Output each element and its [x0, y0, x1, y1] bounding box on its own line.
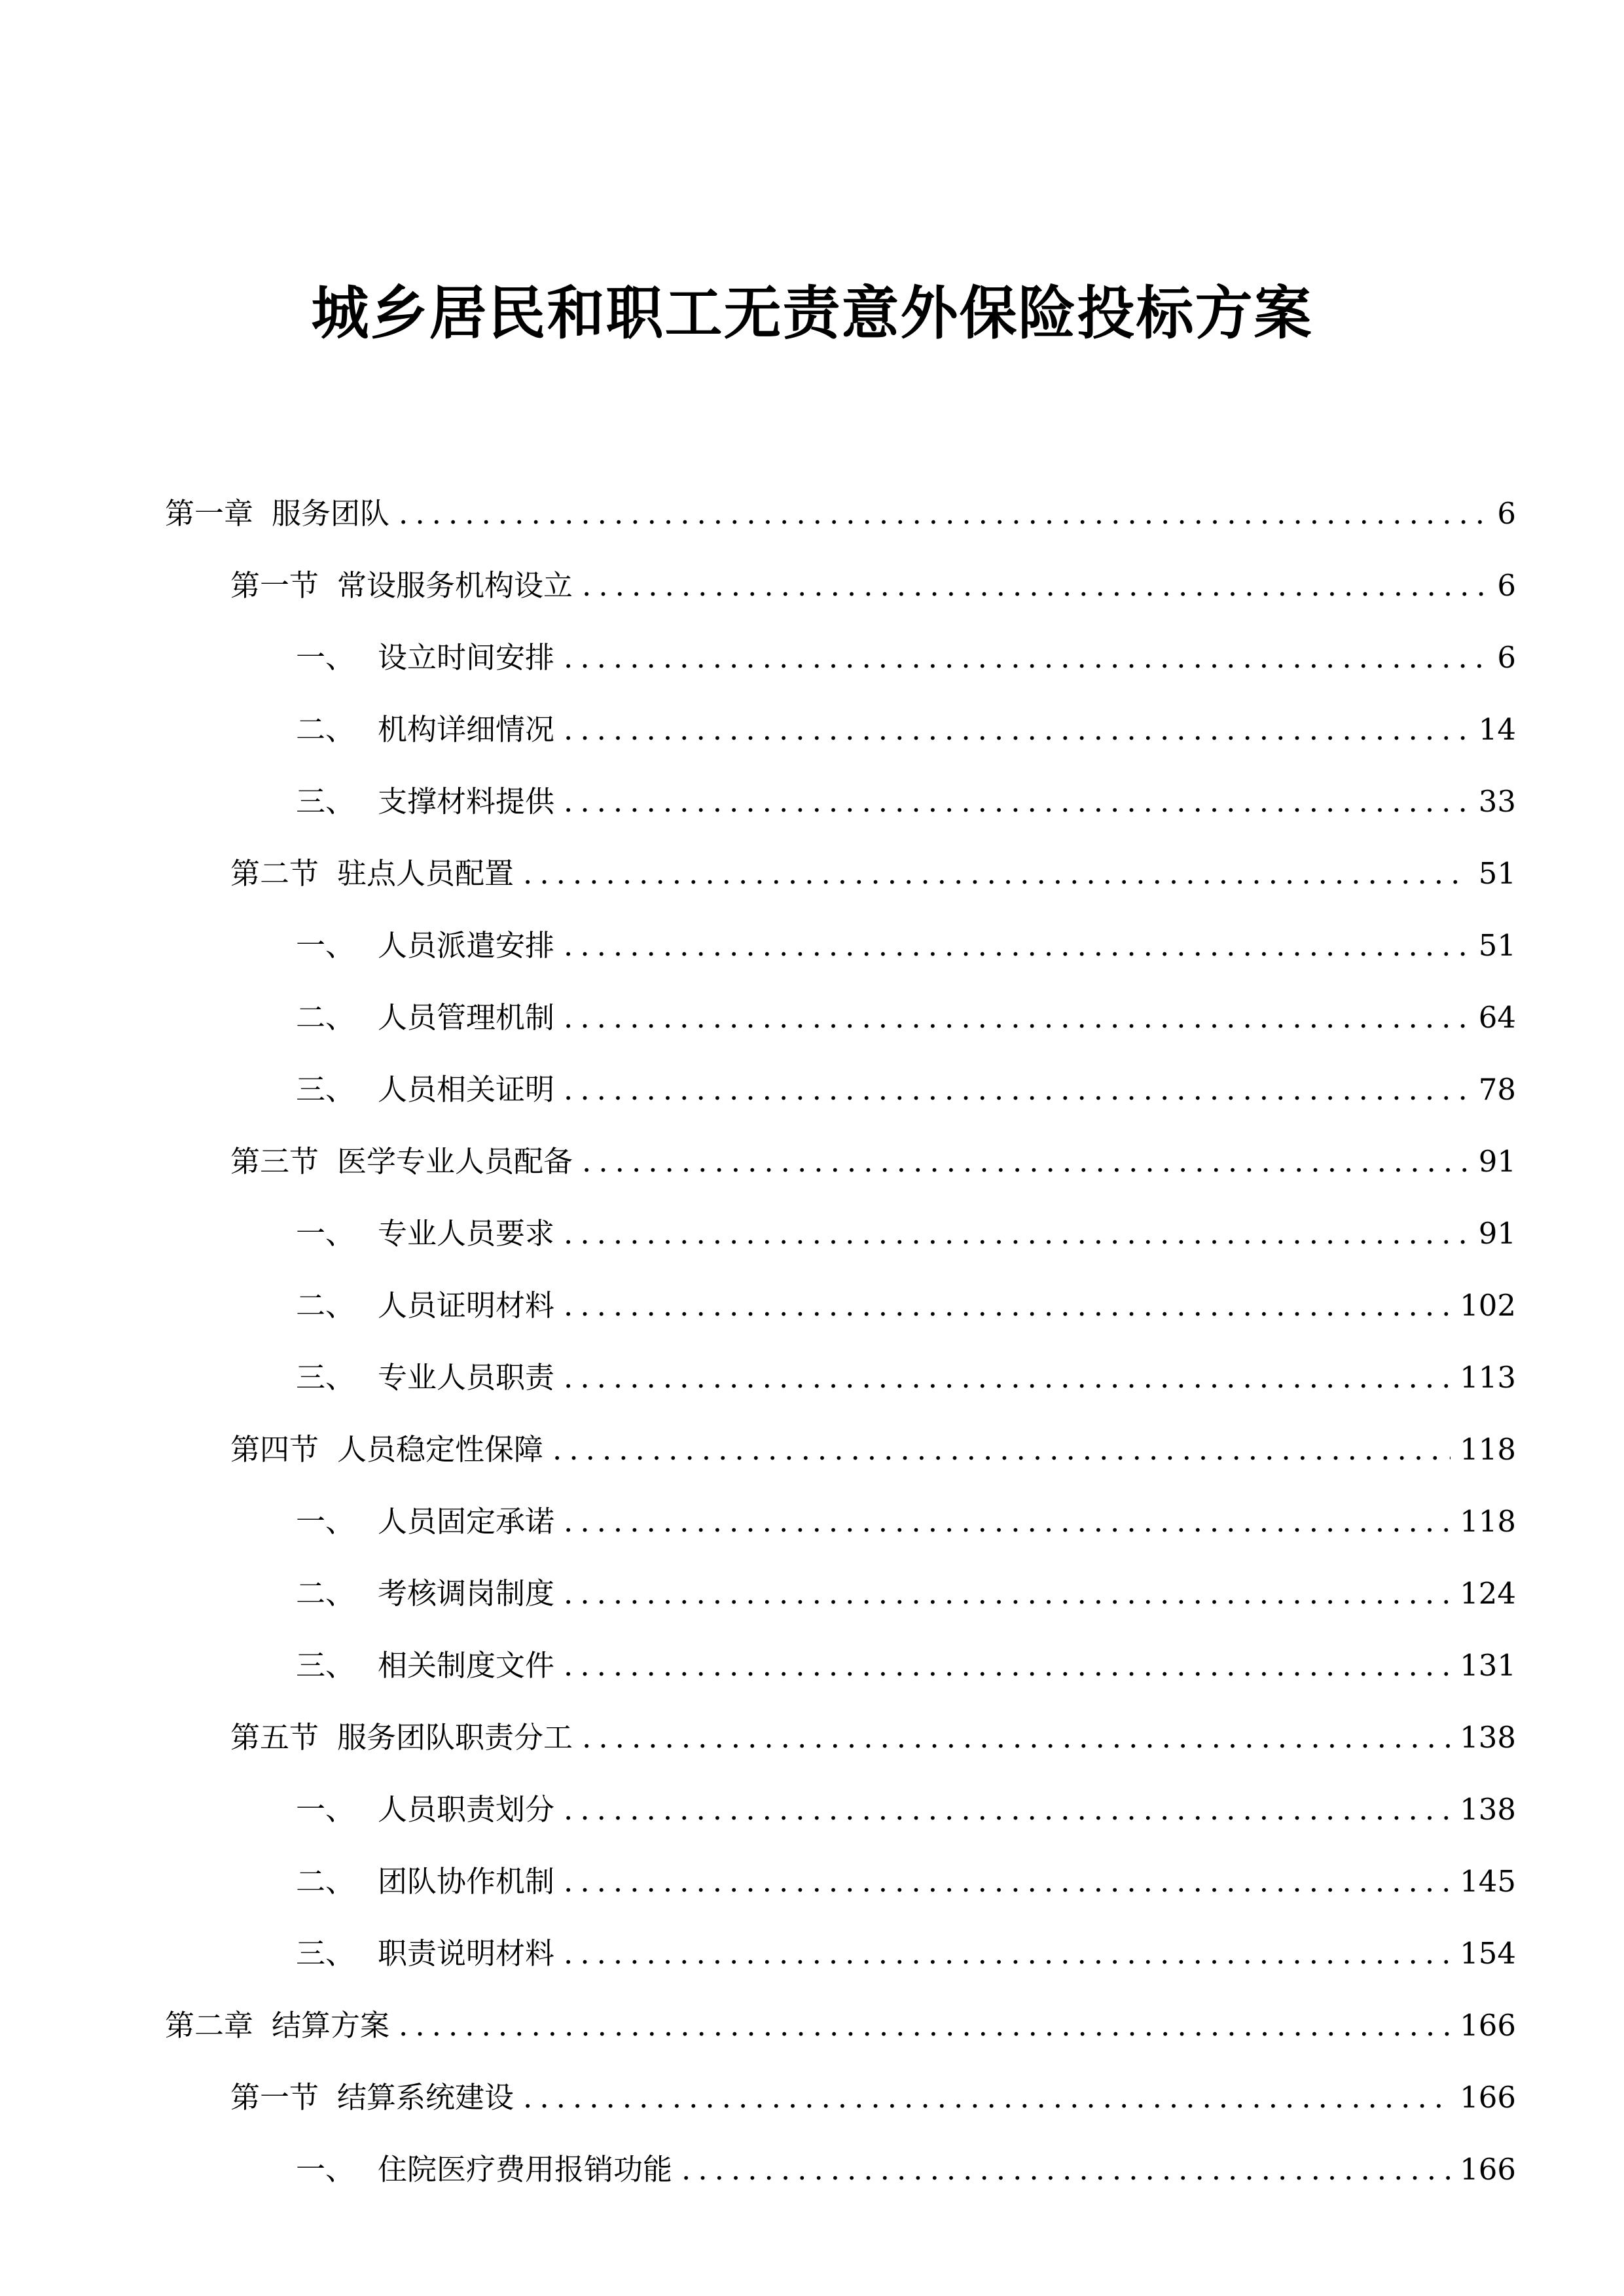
toc-leader-dots — [564, 1486, 1451, 1558]
toc-entry-title: 服务团队 — [272, 496, 390, 531]
toc-entry-number: 二、 — [296, 1288, 355, 1323]
toc-entry-number: 第一章 — [165, 496, 254, 531]
toc-entry-title: 考核调岗制度 — [378, 1576, 555, 1611]
toc-entry-page-number: 138 — [1460, 1792, 1516, 1827]
toc-entry[interactable] — [165, 2062, 1516, 2134]
toc-entry-title: 相关制度文件 — [378, 1648, 555, 1683]
toc-entry-title: 人员稳定性保障 — [337, 1432, 544, 1467]
toc-entry[interactable] — [165, 910, 1516, 982]
toc-entry[interactable] — [165, 1774, 1516, 1846]
toc-entry[interactable] — [165, 1414, 1516, 1486]
toc-entry-number: 第二节 — [230, 856, 319, 891]
toc-entry-title: 人员固定承诺 — [378, 1504, 555, 1539]
toc-entry-page-number: 166 — [1460, 2008, 1516, 2043]
toc-entry[interactable] — [165, 2134, 1516, 2206]
toc-entry-page-number: 64 — [1478, 1000, 1516, 1035]
toc-entry-number: 一、 — [296, 1216, 355, 1251]
toc-entry-title: 人员管理机制 — [378, 1000, 555, 1035]
toc-leader-dots — [564, 1054, 1470, 1126]
toc-entry[interactable] — [165, 838, 1516, 910]
toc-entry-number: 二、 — [296, 1000, 355, 1035]
toc-leader-dots — [564, 1774, 1451, 1846]
toc-entry-title: 机构详细情况 — [378, 712, 555, 747]
toc-leader-dots — [582, 1126, 1470, 1198]
toc-entry-number: 第四节 — [230, 1432, 319, 1467]
toc-entry[interactable] — [165, 1270, 1516, 1342]
toc-leader-dots — [564, 694, 1470, 766]
toc-entry-title: 结算系统建设 — [337, 2080, 514, 2115]
toc-leader-dots — [564, 622, 1488, 694]
toc-entry-number: 三、 — [296, 1936, 355, 1971]
toc-entry-title: 服务团队职责分工 — [337, 1720, 573, 1755]
toc-entry-page-number: 118 — [1460, 1504, 1516, 1539]
toc-entry-number: 第三节 — [230, 1144, 319, 1179]
toc-entry-number: 三、 — [296, 784, 355, 819]
toc-entry-page-number: 102 — [1460, 1288, 1516, 1323]
toc-leader-dots — [564, 982, 1470, 1054]
toc-entry-page-number: 124 — [1460, 1576, 1516, 1611]
toc-entry[interactable] — [165, 1126, 1516, 1198]
table-of-contents — [165, 478, 1516, 2206]
toc-entry-number: 二、 — [296, 1576, 355, 1611]
toc-entry-number: 一、 — [296, 640, 355, 675]
toc-entry-title: 专业人员要求 — [378, 1216, 555, 1251]
toc-entry-page-number: 166 — [1460, 2152, 1516, 2187]
toc-entry-page-number: 154 — [1460, 1936, 1516, 1971]
toc-entry-title: 驻点人员配置 — [337, 856, 514, 891]
toc-leader-dots — [564, 1558, 1451, 1630]
toc-entry-number: 二、 — [296, 712, 355, 747]
toc-leader-dots — [681, 2134, 1451, 2206]
toc-entry[interactable] — [165, 550, 1516, 622]
toc-entry-title: 团队协作机制 — [378, 1864, 555, 1899]
toc-leader-dots — [564, 1846, 1451, 1918]
toc-entry[interactable] — [165, 1054, 1516, 1126]
toc-entry-page-number: 166 — [1460, 2080, 1516, 2115]
toc-leader-dots — [523, 838, 1470, 910]
toc-entry-number: 第一节 — [230, 568, 319, 603]
toc-leader-dots — [399, 478, 1488, 550]
toc-entry-page-number: 118 — [1460, 1432, 1516, 1467]
toc-leader-dots — [564, 1630, 1451, 1702]
toc-entry[interactable] — [165, 1342, 1516, 1414]
toc-leader-dots — [564, 910, 1470, 982]
toc-entry-title: 住院医疗费用报销功能 — [378, 2152, 673, 2187]
toc-entry-page-number: 113 — [1460, 1360, 1516, 1395]
toc-entry-title: 结算方案 — [272, 2008, 390, 2043]
toc-entry-title: 人员证明材料 — [378, 1288, 555, 1323]
toc-entry-page-number: 6 — [1497, 568, 1516, 603]
toc-entry-title: 支撑材料提供 — [378, 784, 555, 819]
toc-entry-title: 人员相关证明 — [378, 1072, 555, 1107]
toc-entry[interactable] — [165, 478, 1516, 550]
toc-entry-title: 设立时间安排 — [378, 640, 555, 675]
toc-entry[interactable] — [165, 1702, 1516, 1774]
toc-entry-title: 医学专业人员配备 — [337, 1144, 573, 1179]
toc-entry-page-number: 91 — [1478, 1144, 1516, 1179]
toc-entry-page-number: 6 — [1497, 640, 1516, 675]
toc-entry-page-number: 51 — [1478, 856, 1516, 891]
toc-leader-dots — [564, 1270, 1451, 1342]
toc-entry-page-number: 51 — [1478, 928, 1516, 963]
toc-leader-dots — [564, 1342, 1451, 1414]
toc-entry[interactable] — [165, 1486, 1516, 1558]
toc-entry[interactable] — [165, 694, 1516, 766]
toc-entry-page-number: 78 — [1478, 1072, 1516, 1107]
toc-entry-number: 一、 — [296, 2152, 355, 2187]
toc-entry-title: 人员职责划分 — [378, 1792, 555, 1827]
toc-entry[interactable] — [165, 1990, 1516, 2062]
toc-entry-title: 人员派遣安排 — [378, 928, 555, 963]
toc-entry-title: 专业人员职责 — [378, 1360, 555, 1395]
toc-entry-number: 第五节 — [230, 1720, 319, 1755]
toc-entry[interactable] — [165, 622, 1516, 694]
toc-entry-number: 三、 — [296, 1072, 355, 1107]
toc-leader-dots — [399, 1990, 1451, 2062]
toc-leader-dots — [552, 1414, 1451, 1486]
document-title: 城乡居民和职工无责意外保险投标方案 — [311, 279, 1313, 347]
toc-leader-dots — [564, 1198, 1470, 1270]
toc-entry-number: 一、 — [296, 1504, 355, 1539]
toc-entry-page-number: 131 — [1460, 1648, 1516, 1683]
toc-entry-number: 第一节 — [230, 2080, 319, 2115]
toc-leader-dots — [564, 1918, 1451, 1990]
toc-entry-title: 常设服务机构设立 — [337, 568, 573, 603]
toc-leader-dots — [582, 1702, 1451, 1774]
toc-entry-page-number: 33 — [1478, 784, 1516, 819]
toc-entry[interactable] — [165, 1918, 1516, 1990]
toc-entry-number: 一、 — [296, 928, 355, 963]
toc-entry-number: 二、 — [296, 1864, 355, 1899]
toc-leader-dots — [564, 766, 1470, 838]
toc-entry-page-number: 14 — [1478, 712, 1516, 747]
toc-entry[interactable] — [165, 1558, 1516, 1630]
toc-leader-dots — [523, 2062, 1451, 2134]
toc-entry-number: 一、 — [296, 1792, 355, 1827]
toc-entry[interactable] — [165, 1630, 1516, 1702]
toc-leader-dots — [582, 550, 1488, 622]
toc-entry[interactable] — [165, 982, 1516, 1054]
toc-entry-page-number: 138 — [1460, 1720, 1516, 1755]
toc-entry-number: 三、 — [296, 1360, 355, 1395]
toc-entry[interactable] — [165, 766, 1516, 838]
toc-entry[interactable] — [165, 1846, 1516, 1918]
toc-entry-page-number: 6 — [1497, 496, 1516, 531]
toc-entry-number: 第二章 — [165, 2008, 254, 2043]
toc-entry-page-number: 145 — [1460, 1864, 1516, 1899]
toc-entry[interactable] — [165, 1198, 1516, 1270]
toc-entry-title: 职责说明材料 — [378, 1936, 555, 1971]
toc-entry-number: 三、 — [296, 1648, 355, 1683]
toc-entry-page-number: 91 — [1478, 1216, 1516, 1251]
